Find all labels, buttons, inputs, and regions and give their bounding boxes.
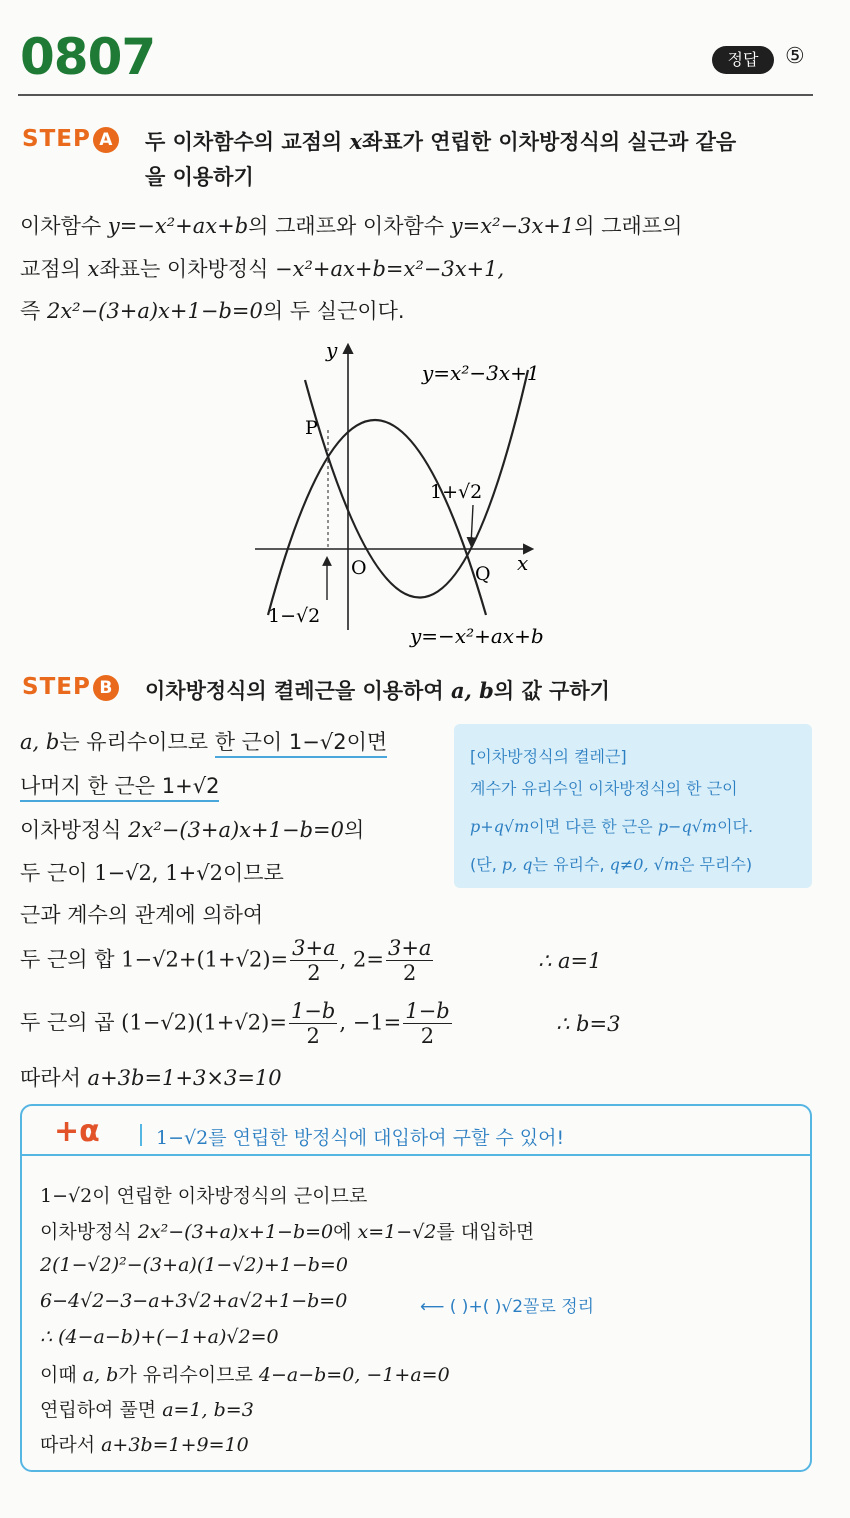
root-sum-line (20, 936, 435, 985)
equation: 1−√2, 1+√2 (94, 861, 223, 885)
alpha-title-bar (140, 1124, 142, 1146)
alpha-line-3: 2(1−√2)²−(3+a)(1−√2)+1−b=0 (40, 1254, 348, 1276)
equation: p+q√m (470, 817, 530, 836)
alpha-note: ⟵ ( )+( )√2꼴로 정리 (420, 1297, 595, 1317)
downward-parabola (268, 420, 486, 615)
text: 를 연립한 방정식에 대입하여 구할 수 있어! (208, 1127, 565, 1149)
equation: 1−√2 (156, 1127, 209, 1149)
text: 의 그래프의 (574, 214, 683, 238)
result-a: ∴ a=1 (538, 949, 602, 973)
alpha-mark: +α (54, 1114, 100, 1149)
alpha-line-4 (40, 1290, 347, 1312)
text: 이 연립한 이차방정식의 근이므로 (92, 1185, 368, 1207)
text: 이다. (717, 817, 754, 836)
header-divider (18, 94, 813, 96)
equation: y=x²−3x+1 (450, 214, 575, 238)
equation: 2x²−(3+a)x+1−b=0 (137, 1221, 334, 1243)
equation: 1−√2+(1+√2)= (121, 947, 289, 972)
text: 의 두 실근이다. (262, 299, 405, 323)
fraction (386, 936, 433, 985)
step-a-line-3 (20, 295, 405, 325)
step-b-line-3 (20, 814, 364, 844)
origin-label: O (351, 557, 367, 579)
result-b: ∴ b=3 (556, 1012, 621, 1036)
text: 이므로 (222, 861, 284, 885)
tip-line-1: 계수가 유리수인 이차방정식의 한 근이 (470, 779, 738, 798)
fraction-denominator: 2 (420, 1024, 435, 1048)
step-b-letter: B (93, 675, 119, 701)
text: 이차방정식 (20, 818, 129, 842)
fraction-numerator: 1−b (405, 999, 450, 1023)
equation: x=1−√2 (357, 1221, 437, 1243)
equation: q≠0, √m (609, 855, 679, 874)
text: 좌표는 이차방정식 (99, 257, 276, 281)
text: 는 유리수, (532, 855, 610, 874)
equation: a, b (450, 678, 494, 703)
fraction-numerator: 1−b (290, 999, 336, 1023)
step-a-line-1 (20, 210, 682, 240)
step-b-line-5: 근과 계수의 관계에 의하여 (20, 903, 264, 927)
fraction-denominator: 2 (307, 961, 321, 985)
equation: a=1, b=3 (162, 1399, 254, 1421)
text: 즉 (20, 299, 47, 323)
underlined-text: 나머지 한 근은 1+√2 (20, 774, 219, 802)
text: 의 (344, 818, 365, 842)
text: 를 대입하면 (436, 1221, 535, 1243)
step-a-title-var: x (349, 129, 363, 154)
text: 따라서 (40, 1434, 102, 1456)
problem-number: 0807 (20, 28, 156, 86)
step-a-title-part: 좌표가 연립한 이차방정식의 실근과 같음 (362, 130, 737, 154)
tip-title: [이차방정식의 켤레근] (470, 747, 627, 766)
point-p-label: P (305, 417, 318, 439)
fraction-numerator: 3+a (387, 936, 432, 960)
text: 의 값 구하기 (493, 679, 610, 703)
text: 은 무리수) (679, 855, 753, 874)
text: 이차방정식 (40, 1221, 138, 1243)
final-answer-line (20, 1062, 282, 1092)
fraction (289, 999, 337, 1048)
text: 에 (333, 1221, 358, 1243)
alpha-line-1 (40, 1181, 367, 1208)
alpha-line-6 (40, 1360, 450, 1387)
step-a-title-part: 두 이차함수의 교점의 (145, 130, 350, 154)
equation: 6−4√2−3−a+3√2+a√2+1−b=0 (40, 1290, 348, 1312)
underlined-text: 한 근이 1−√2이면 (215, 730, 387, 758)
alpha-line-7 (40, 1395, 254, 1422)
equation: , 2= (339, 947, 384, 972)
right-root-label: 1+√2 (430, 481, 483, 503)
equation: 4−a−b=0, −1+a=0 (258, 1364, 450, 1386)
x-axis-label: x (517, 551, 529, 575)
left-root-label: 1−√2 (268, 605, 321, 627)
equation: a, b (20, 730, 60, 754)
text: 는 유리수이므로 (59, 730, 215, 754)
step-a-title-cont: 을 이용하기 (145, 165, 254, 189)
step-a-line-2 (20, 253, 504, 283)
alpha-divider (20, 1154, 812, 1156)
equation: a+3b=1+3×3=10 (87, 1066, 282, 1090)
alpha-line-8 (40, 1430, 249, 1457)
parabola-graph (240, 335, 620, 655)
step-a-letter: A (93, 127, 119, 153)
alpha-line-5: ∴ (4−a−b)+(−1+a)√2=0 (40, 1326, 279, 1348)
equation: , −1= (339, 1010, 402, 1035)
equation: y=−x²+ax+b (107, 214, 249, 238)
right-root-arrow (471, 505, 473, 545)
text: 이때 (40, 1364, 83, 1386)
equation: p, q (501, 855, 533, 874)
step-a-title (145, 126, 736, 156)
text: 의 그래프와 이차함수 (248, 214, 451, 238)
text: 두 근의 곱 (20, 1010, 122, 1035)
text: 이면 다른 한 근은 (529, 817, 658, 836)
equation: 1−√2 (40, 1185, 93, 1207)
fraction-numerator: 3+a (292, 936, 336, 960)
fraction-denominator: 2 (403, 961, 417, 985)
root-product-line (20, 999, 454, 1048)
point-q-label: Q (475, 563, 491, 585)
step-b-label: STEP (22, 674, 91, 700)
text: 가 유리수이므로 (118, 1364, 259, 1386)
y-axis-label: y (326, 338, 338, 362)
text: 따라서 (20, 1066, 88, 1090)
step-b-line-2 (20, 770, 219, 800)
text: 이차함수 (20, 214, 108, 238)
text: 교점의 (20, 257, 88, 281)
tip-line-3 (470, 852, 752, 875)
equation: a+3b=1+9=10 (101, 1434, 249, 1456)
equation: p−q√m (657, 817, 718, 836)
step-a-label: STEP (22, 126, 91, 152)
downward-parabola-label: y=−x²+ax+b (410, 624, 544, 648)
alpha-title (156, 1123, 564, 1150)
step-b-title (145, 675, 610, 705)
text: 연립하여 풀면 (40, 1399, 163, 1421)
equation: x (87, 257, 100, 281)
upward-parabola-label: y=x²−3x+1 (422, 361, 540, 385)
step-b-line-4 (20, 857, 284, 887)
step-b-line-1 (20, 726, 387, 756)
text: (단, (470, 855, 502, 874)
fraction (290, 936, 337, 985)
equation: a, b (82, 1364, 119, 1386)
step-a-heading (22, 126, 119, 155)
text: 이차방정식의 켤레근을 이용하여 (145, 679, 451, 703)
answer-value: ⑤ (785, 44, 805, 69)
step-b-heading (22, 674, 119, 703)
tip-line-2 (470, 814, 753, 837)
equation: (1−√2)(1+√2)= (121, 1010, 287, 1035)
equation: −x²+ax+b=x²−3x+1, (275, 257, 505, 281)
equation: 2x²−(3+a)x+1−b=0 (128, 818, 344, 842)
text: 두 근의 합 (20, 947, 122, 972)
upward-parabola (305, 370, 528, 598)
text: 두 근이 (20, 861, 95, 885)
fraction (403, 999, 451, 1048)
equation: 2x²−(3+a)x+1−b=0 (46, 299, 263, 323)
answer-badge: 정답 (712, 46, 774, 74)
alpha-line-2 (40, 1217, 534, 1244)
fraction-denominator: 2 (306, 1024, 320, 1048)
